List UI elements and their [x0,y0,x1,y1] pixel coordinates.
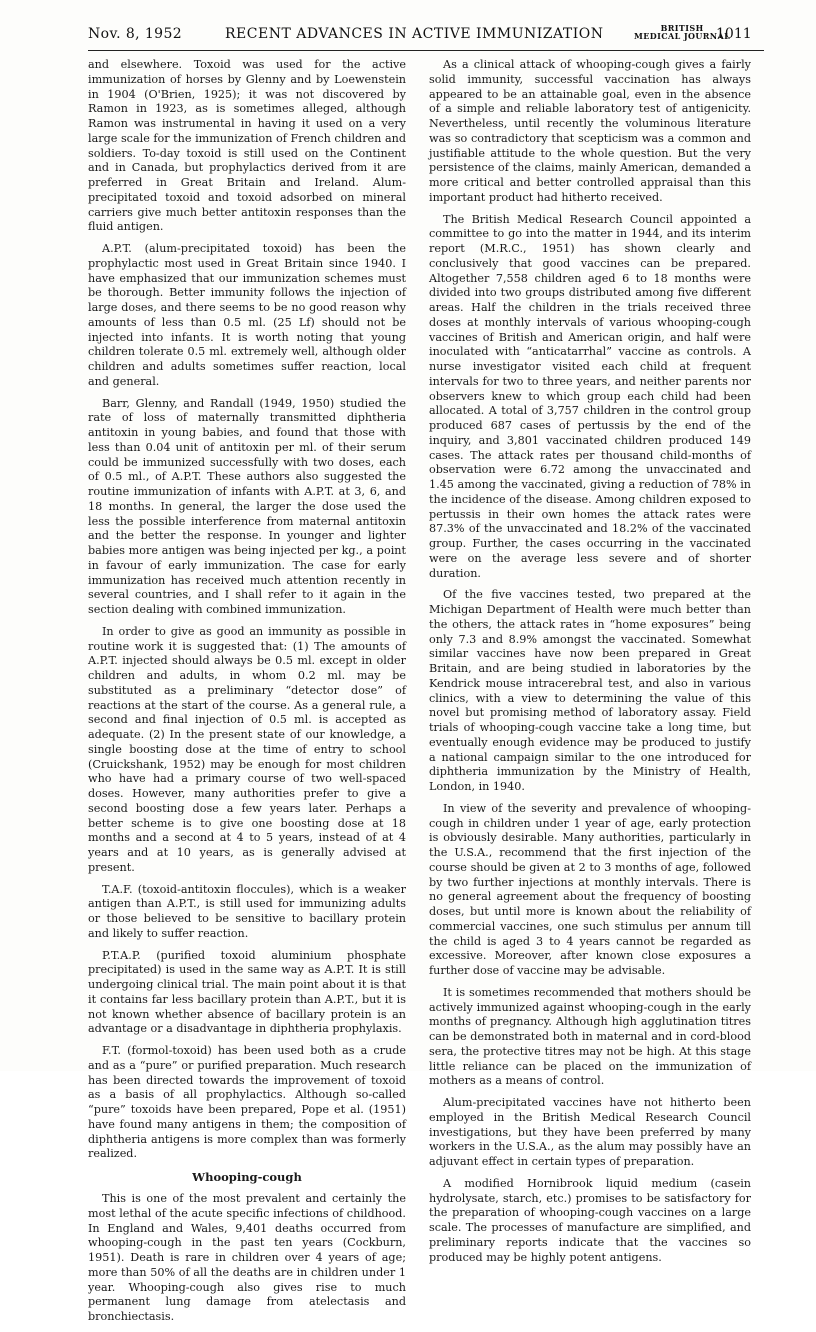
paragraph: In order to give as good an immunity as possible in routine work it is suggested that: (1) The amounts of A.P.T. injected should always be 0.5 ml. except in older children and adults, in whom 0.2 ml. may be substituted as a preliminary “detector dose” of reactions at the start of the course. As a general rule, a second and final injection of 0.5 ml. is accepted as adequate. (2) In the present state of our knowledge, a single boosting dose at the time of entry to school (Cruickshank, 1952) may be enough for most children who have had a primary course of two well-spaced doses. However, many authorities prefer to give a second boosting dose a few years later. Perhaps a better scheme is to give one boosting dose at 18 months and a second at 4 to 5 years, instead of at 4 years and at 10 years, as is generally advised at present. [88,624,406,874]
paragraph: A modified Hornibrook liquid medium (casein hydrolysate, starch, etc.) promises to be satisfactory for the preparation of whooping-cough vaccines on a large scale. The processes of manufacture are simplified, and preliminary reports indicate that the vaccines so produced may be highly potent antigens. [429,1176,751,1264]
paragraph: F.T. (formol-toxoid) has been used both as a crude and as a “pure” or purified preparation. Much research has been directed towards the improvement of toxoid as a basis of all prophylactics. Although so-called “pure” toxoids have been prepared, Pope et al. (1951) have found many antigens in them; the composition of diphtheria antigens is more complex than was formerly realized. [88,1044,406,1161]
paragraph: The British Medical Research Council appointed a committee to go into the matter in 1944, and its interim report (M.R.C., 1951) has shown clearly and conclusively that good vaccines can be prepared. Altogether 7,558 children aged 6 to 18 months were divided into two groups distributed among five different areas. Half the children in the trials received three doses at monthly intervals of various whooping-cough vaccines of British and American origin, and half were inoculated with “anticatarrhal” vaccine as controls. A nurse investigator visited each child at frequent intervals for two to three years, and neither parents nor observers knew to which group each child had been allocated. A total of 3,757 children in the control group produced 687 cases of pertussis by the end of the inquiry, and 3,801 vaccinated children produced 149 cases. The attack rates per thousand child-months of observation were 6.72 among the unvaccinated and 1.45 among the vaccinated, giving a reduction of 78% in the incidence of the disease. Among children exposed to pertussis in their own homes the attack rates were 87.3% of the unvaccinated and 18.2% of the vaccinated group. Further, the cases occurring in the vaccinated were on the average less severe and of shorter duration. [429,212,751,580]
paragraph: P.T.A.P. (purified toxoid aluminium phosphate precipitated) is used in the same way as A.P.T. It is still undergoing clinical trial. The main point about it is that it contains far less bacillary protein than A.P.T., but it is not known whether absence of bacillary protein is an advantage or a disadvantage in diphtheria prophylaxis. [88,948,406,1036]
paragraph: A.P.T. (alum-precipitated toxoid) has been the prophylactic most used in Great Britain since 1940. I have emphasized that our immunization schemes must be thorough. Better immunity follows the injection of large doses, and there seems to be no good reason why amounts of less than 0.5 ml. (25 Lf) should not be injected into infants. It is worth noting that young children tolerate 0.5 ml. extremely well, although older children and adults sometimes suffer reaction, local and general. [88,242,406,388]
paragraph: It is sometimes recommended that mothers should be actively immunized against whooping-cough in the early months of pregnancy. Although high agglutination titres can be demonstrated both in maternal and in cord-blood sera, the protective titres may not be high. At this stage little reliance can be placed on the immunization of mothers as a means of control. [429,985,751,1088]
section-heading: Whooping-cough [192,1170,302,1184]
left-column [88,58,406,1332]
paragraph: Barr, Glenny, and Randall (1949, 1950) studied the rate of loss of maternally transmitted diphtheria antitoxin in young babies, and found that those with less than 0.04 unit of antitoxin per ml. of their serum could be immunized successfully with two doses, each of 0.5 ml., of A.P.T. These authors also suggested the routine immunization of infants with A.P.T. at 3, 6, and 18 months. In general, the larger the dose used the less the possible interference from maternal antitoxin and the better the response. In younger and lighter babies more antigen was being injected per kg., a point in favour of early immunization. The case for early immunization has received much attention recently in several countries, and I shall refer to it again in the section dealing with combined immunization. [88,396,406,616]
journal-name-line2: MEDICAL JOURNAL [634,31,731,41]
page-number: 1011 [716,26,752,42]
paragraph: As a clinical attack of whooping-cough gives a fairly solid immunity, successful vaccination has always appeared to be an attainable goal, even in the absence of a simple and reliable laboratory test of antigenicity. Nevertheless, until recently the voluminous literature was so contradictory that scepticism was a common and justifiable attitude to the whole question. But the very persistence of the claims, mainly American, demanded a more critical and better controlled appraisal than this important product had hitherto received. [429,58,751,204]
paragraph: and elsewhere. Toxoid was used for the active immunization of horses by Glenny and by Loewenstein in 1904 (O'Brien, 1925); it was not discovered by Ramon in 1923, as is sometimes alleged, although Ramon was instrumental in having it used on a very large scale for the immunization of French children and soldiers. To-day toxoid is still used on the Continent and in Canada, but prophylactics derived from it are preferred in Great Britain and Ireland. Alum-precipitated toxoid and toxoid adsorbed on mineral carriers give much better antitoxin responses than the fluid antigen. [88,58,406,234]
paragraph: Of the five vaccines tested, two prepared at the Michigan Department of Health were much better than the others, the attack rates in “home exposures” being only 7.3 and 8.9% amongst the vaccinated. Somewhat similar vaccines have now been prepared in Great Britain, and are being studied in laboratories by the Kendrick mouse intracerebral test, and also in various clinics, with a view to determining the value of this novel but promising method of laboratory assay. Field trials of whooping-cough vaccine take a long time, but eventually enough evidence may be produced to justify a national campaign similar to the one introduced for diphtheria immunization by the Ministry of Health, London, in 1940. [429,588,751,793]
right-column [429,58,751,1272]
running-header [88,20,764,51]
paragraph: T.A.F. (toxoid-antitoxin floccules), which is a weaker antigen than A.P.T., is still used for immunizing adults or those believed to be sensitive to bacillary protein and likely to suffer reaction. [88,882,406,940]
paragraph: This is one of the most prevalent and certainly the most lethal of the acute specific infections of childhood. In England and Wales, 9,401 deaths occurred from whooping-cough in the past ten years (Cockburn, 1951). Death is rare in children over 4 years of age; more than 50% of all the deaths are in children under 1 year. Whooping-cough also gives rise to much permanent lung damage from atelectasis and bronchiectasis. [88,1192,406,1323]
paragraph: Alum-precipitated vaccines have not hitherto been employed in the British Medical Research Council investigations, but they have been preferred by many workers in the U.S.A., as the alum may possibly have an adjuvant effect in certain types of preparation. [429,1096,751,1168]
journal-name-line1: BRITISH [660,23,704,33]
article-title: RECENT ADVANCES IN ACTIVE IMMUNIZATION [225,26,604,42]
paragraph: In view of the severity and prevalence of whooping-cough in children under 1 year of age, early protection is obviously desirable. Many authorities, particularly in the U.S.A., recommend that the first injection of the course should be given at 2 to 3 months of age, followed by two further injections at monthly intervals. There is no general agreement about the frequency of boosting doses, but until more is known about the reliability of commercial vaccines, one such stimulus per annum till the child is aged 3 to 4 years cannot be regarded as excessive. Moreover, after known close exposures a further dose of vaccine may be advisable. [429,801,751,977]
issue-date: Nov. 8, 1952 [88,26,183,42]
